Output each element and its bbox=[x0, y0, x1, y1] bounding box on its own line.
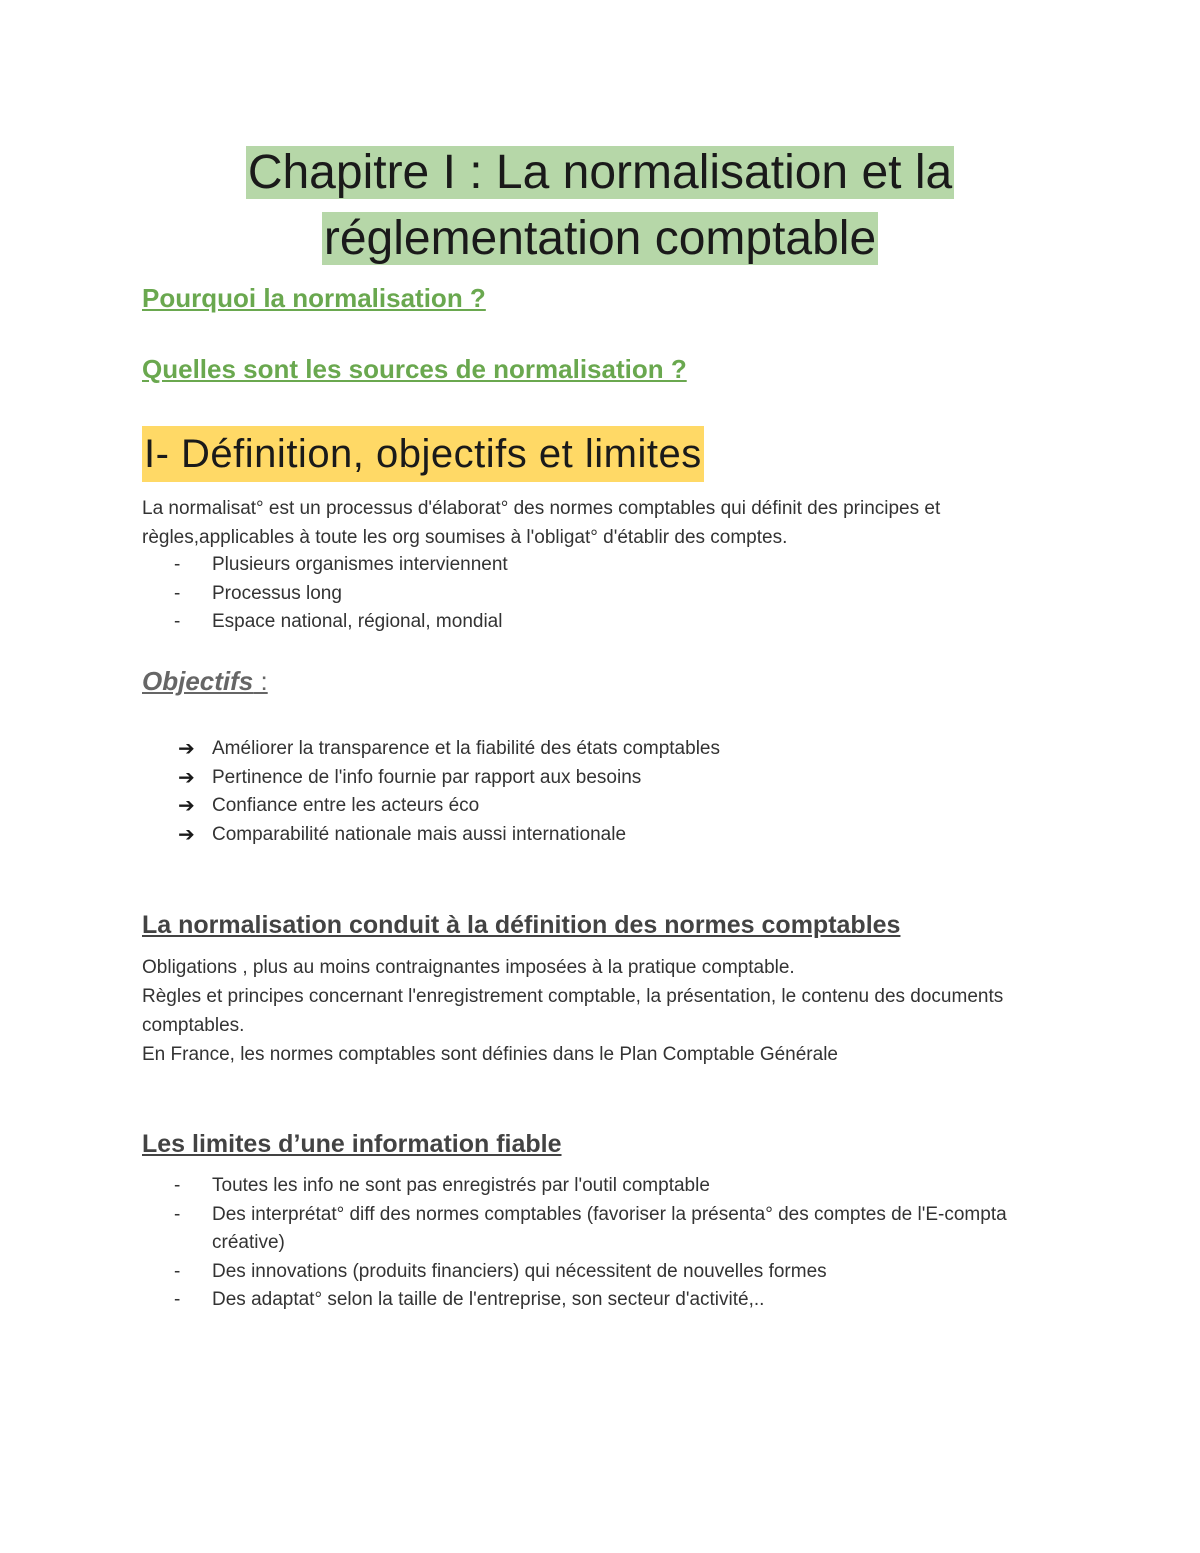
list-item-text: Des adaptat° selon la taille de l'entreprise, son secteur d'activité,.. bbox=[212, 1289, 765, 1310]
limites-heading: Les limites d’une information fiable bbox=[142, 1130, 562, 1158]
list-item bbox=[142, 1286, 1062, 1315]
list-item bbox=[142, 792, 1062, 821]
normes-line: Obligations , plus au moins contraignantes imposées à la pratique comptable. bbox=[142, 957, 795, 978]
dash-bullet-icon: - bbox=[174, 1260, 181, 1282]
list-item bbox=[142, 1172, 1062, 1201]
dash-bullet-icon: - bbox=[174, 611, 181, 632]
normes-line: En France, les normes comptables sont définies dans le Plan Comptable Générale bbox=[142, 1044, 838, 1065]
chapter-title-line-1: Chapitre I : La normalisation et la bbox=[247, 146, 953, 199]
question-sources: Quelles sont les sources de normalisation ? bbox=[142, 354, 687, 384]
list-item bbox=[142, 821, 1062, 850]
list-item-text: Processus long bbox=[212, 582, 342, 604]
normes-paragraph bbox=[142, 953, 1062, 1069]
normes-line: Règles et principes concernant l'enregistrement comptable, la présentation, le contenu des documents comptables. bbox=[142, 986, 1004, 1036]
dash-bullet-icon: - bbox=[174, 1175, 181, 1196]
arrow-bullet-icon: ➔ bbox=[178, 795, 195, 817]
list-item-text: Confiance entre les acteurs éco bbox=[212, 795, 480, 816]
list-item-text: Améliorer la transparence et la fiabilité des états comptables bbox=[212, 738, 720, 759]
arrow-bullet-icon: ➔ bbox=[178, 738, 195, 760]
list-item-text: Des innovations (produits financiers) qui nécessitent de nouvelles formes bbox=[212, 1260, 827, 1282]
dash-bullet-icon: - bbox=[174, 1289, 181, 1310]
limites-bullet-list bbox=[142, 1172, 1062, 1315]
dash-bullet-icon: - bbox=[174, 582, 181, 604]
list-item-text: Espace national, régional, mondial bbox=[212, 611, 503, 632]
dash-bullet-icon: - bbox=[174, 554, 181, 575]
arrow-bullet-icon: ➔ bbox=[178, 823, 195, 846]
list-item bbox=[142, 580, 1062, 609]
definition-paragraph: La normalisat° est un processus d'élaborat° des normes comptables qui définit des principes et règles,applicables à toute les org soumises à l'obligat° d'établir des comptes. bbox=[142, 498, 941, 548]
objectifs-list bbox=[142, 735, 1062, 849]
arrow-bullet-icon: ➔ bbox=[178, 766, 195, 789]
objectifs-colon: : bbox=[253, 666, 268, 696]
objectifs-heading bbox=[142, 666, 268, 697]
chapter-title bbox=[142, 140, 1058, 272]
list-item bbox=[142, 764, 1062, 793]
normes-heading: La normalisation conduit à la définition des normes comptables bbox=[142, 911, 901, 939]
list-item-text: Toutes les info ne sont pas enregistrés par l'outil comptable bbox=[212, 1175, 710, 1196]
list-item bbox=[142, 608, 1062, 637]
definition-bullet-list bbox=[142, 551, 1062, 637]
list-item bbox=[142, 1258, 1062, 1287]
list-item-text: Comparabilité nationale mais aussi internationale bbox=[212, 823, 627, 845]
section-heading-definition: I- Définition, objectifs et limites bbox=[142, 426, 704, 482]
list-item-text: Des interprétat° diff des normes comptables (favoriser la présenta° des comptes de l'E-compta créative) bbox=[212, 1203, 1007, 1253]
dash-bullet-icon: - bbox=[174, 1203, 181, 1225]
list-item bbox=[142, 1201, 1062, 1258]
list-item-text: Plusieurs organismes interviennent bbox=[212, 554, 508, 575]
question-pourquoi: Pourquoi la normalisation ? bbox=[142, 283, 486, 313]
list-item bbox=[142, 735, 1062, 764]
objectifs-label: Objectifs bbox=[142, 666, 254, 696]
chapter-title-line-2: réglementation comptable bbox=[323, 212, 877, 265]
list-item-text: Pertinence de l'info fournie par rapport aux besoins bbox=[212, 766, 642, 788]
list-item bbox=[142, 551, 1062, 580]
